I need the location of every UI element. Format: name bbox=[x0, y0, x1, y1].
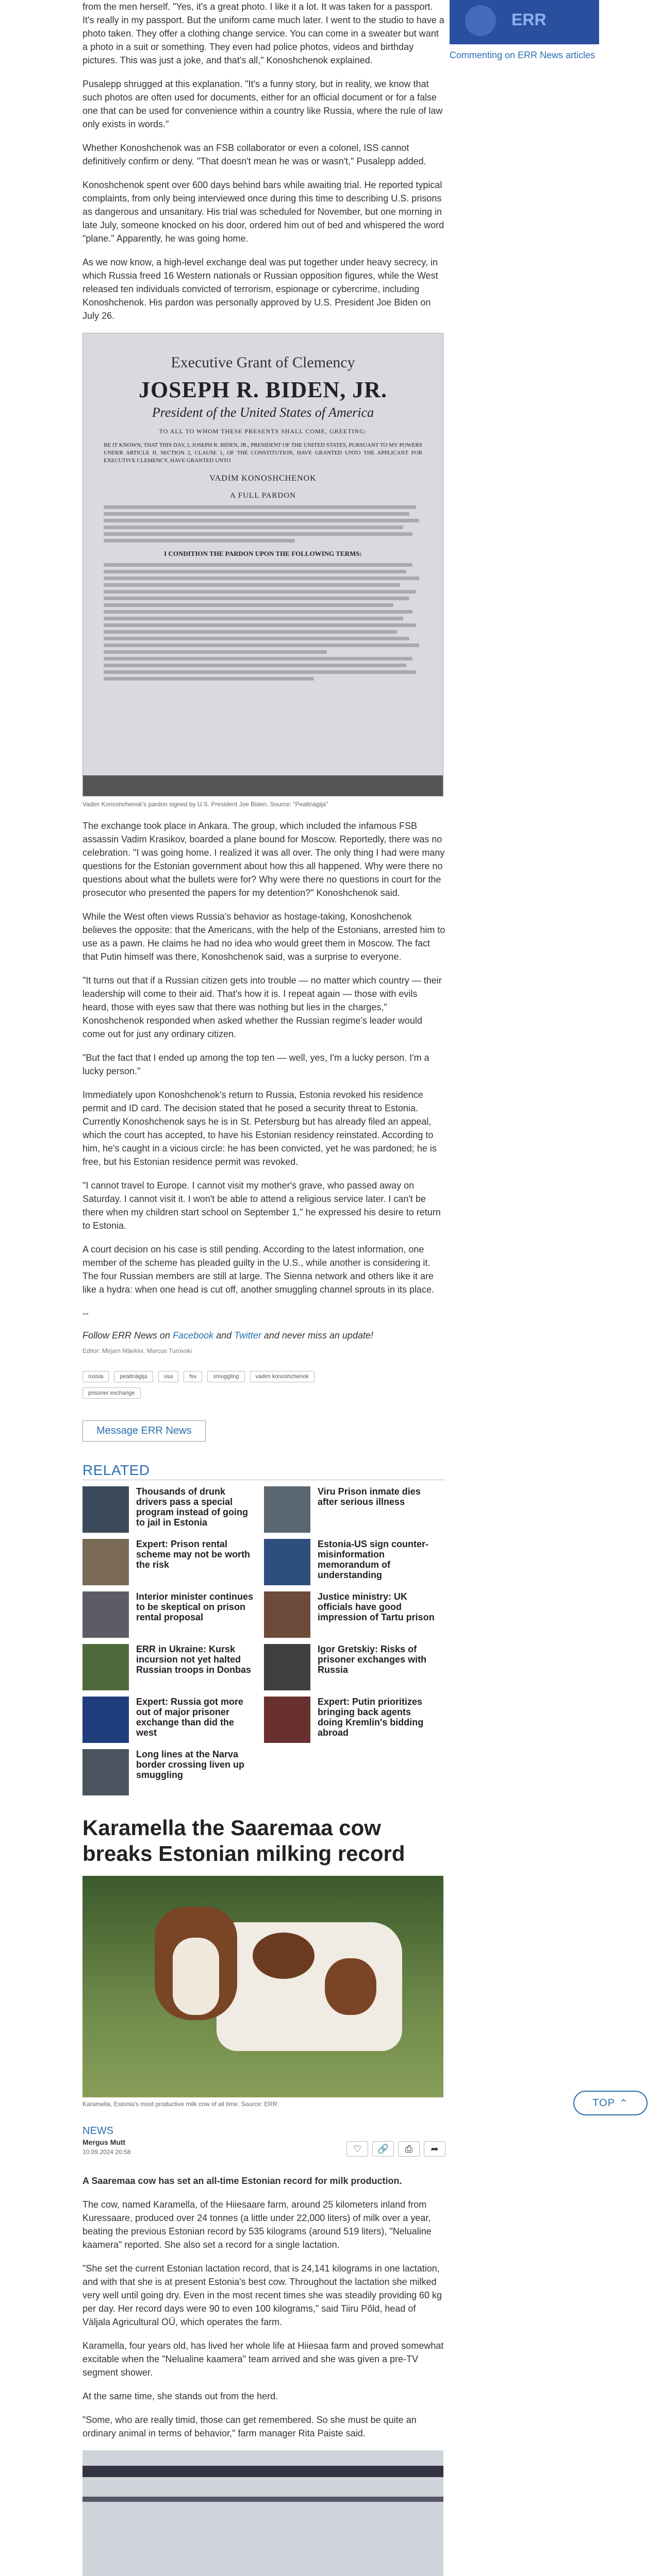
pardon-office: President of the United States of America bbox=[152, 405, 374, 420]
pardon-heading: Executive Grant of Clemency bbox=[171, 354, 355, 371]
tag[interactable]: vadim konoshchenok bbox=[250, 1371, 315, 1382]
related-thumbnail[interactable] bbox=[264, 1539, 310, 1585]
related-item[interactable] bbox=[264, 1644, 445, 1690]
pardon-conditions-lines bbox=[104, 563, 422, 681]
related-item[interactable] bbox=[82, 1539, 264, 1585]
article-body-continued bbox=[82, 819, 445, 1320]
tag[interactable]: pealtnägija bbox=[114, 1371, 153, 1382]
pardon-type: A FULL PARDON bbox=[230, 492, 296, 500]
image-caption: Karamella, Estonia's most productive milk cow of all time. Source: ERR bbox=[82, 2100, 277, 2108]
sidebar bbox=[450, 0, 604, 61]
article-paragraph: Karamella, four years old, has lived her whole life at Hiiesaa farm and proved somewhat excitable when the "Nelualine kaamera" team arrived and she was given a pre-TV segment shower. bbox=[82, 2341, 444, 2378]
article-paragraph: As we now know, a high-level exchange deal was put together under heavy secrecy, in which Russia freed 16 Western nationals or Russian opposition figures, while the West released ten individuals convicted of terrorism, espionage or cybercrime, including Konoshchenok. His pardon was personally approved by U.S. President Joe Biden on July 26. bbox=[82, 257, 438, 321]
related-title[interactable]: Estonia-US sign counter-misinformation memorandum of understanding bbox=[318, 1539, 429, 1580]
related-thumbnail[interactable] bbox=[264, 1697, 310, 1743]
article-title[interactable]: Karamella the Saaremaa cow breaks Estonian milking record bbox=[82, 1816, 405, 1866]
related-title[interactable]: Long lines at the Narva border crossing liven up smuggling bbox=[136, 1749, 245, 1780]
tag[interactable]: russia bbox=[82, 1371, 109, 1382]
article-paragraph: "But the fact that I ended up among the top ten — well, yes, I'm a lucky person. I'm a lucky person." bbox=[82, 1053, 429, 1076]
chevron-up-icon: ⌃ bbox=[619, 2097, 628, 2109]
related-thumbnail[interactable] bbox=[82, 1749, 129, 1795]
related-item[interactable] bbox=[82, 1591, 264, 1638]
pardon-conditions-heading: I CONDITION THE PARDON UPON THE FOLLOWING TERMS: bbox=[164, 550, 362, 557]
related-title[interactable]: Thousands of drunk drivers pass a special program instead of going to jail in Estonia bbox=[136, 1486, 249, 1528]
main-column bbox=[82, 0, 445, 2576]
article-paragraph: A court decision on his case is still pending. According to the latest information, one member of the scheme has pleaded guilty in the U.S., while another is considering it. The four Russian members are still at large. The Sienna network and others like it are like a hydra: when one head is cut off, another smuggling channel sprouts in its place. bbox=[82, 1244, 435, 1295]
back-to-top-button[interactable] bbox=[573, 2091, 648, 2115]
follow-suffix: and never miss an update! bbox=[261, 1330, 373, 1341]
related-item[interactable] bbox=[264, 1486, 445, 1533]
article-paragraph: At the same time, she stands out from the herd. bbox=[82, 2391, 278, 2401]
separator: -- bbox=[82, 1308, 89, 1318]
facebook-link[interactable]: Facebook bbox=[173, 1330, 214, 1341]
related-thumbnail[interactable] bbox=[82, 1486, 129, 1533]
cow-photo[interactable] bbox=[82, 1876, 443, 2097]
article-paragraph: Whether Konoshchenok was an FSB collaborator or even a colonel, ISS cannot definitively confirm or deny. "That doesn't mean he was or wasn't," Pusalepp added. bbox=[82, 143, 426, 166]
related-item[interactable] bbox=[264, 1697, 445, 1743]
tag[interactable]: usa bbox=[158, 1371, 179, 1382]
article-paragraph: The cow, named Karamella, of the Hiiesaare farm, around 25 kilometers inland from Kuressaare, produced over 24 tonnes (a little under 22,000 liters) of milk over a year, beating the previous Estonian record by 535 kilograms (around 519 liters), "Nelualine kaamera" reported. She also set a record for a single lactation. bbox=[82, 2199, 432, 2250]
pardon-text-lines bbox=[104, 505, 422, 543]
message-err-news-button[interactable]: Message ERR News bbox=[82, 1420, 206, 1442]
heart-icon[interactable]: ♡ bbox=[346, 2141, 368, 2157]
author-row bbox=[82, 2138, 445, 2163]
related-title[interactable]: Expert: Prison rental scheme may not be worth the risk bbox=[136, 1539, 251, 1570]
related-item[interactable] bbox=[82, 1486, 264, 1533]
article-lead: A Saaremaa cow has set an all-time Estonian record for milk production. bbox=[82, 2176, 402, 2186]
article-paragraph: "Some, who are really timid, those can get remembered. So she must be quite an ordinary animal in terms of behavior," farm manager Rita Paiste said. bbox=[82, 2415, 417, 2438]
related-title[interactable]: Viru Prison inmate dies after serious illness bbox=[318, 1486, 421, 1507]
follow-line bbox=[82, 1330, 445, 1341]
article-paragraph: "I cannot travel to Europe. I cannot visit my mother's grave, who passed away on Saturday. I cannot visit it. I won't be able to attend a religious service later. I can't be there when my children start school on September 1," he expressed his desire to return to Estonia. bbox=[82, 1180, 441, 1231]
follow-and: and bbox=[213, 1330, 235, 1341]
section-label[interactable]: NEWS bbox=[82, 2125, 113, 2137]
related-title[interactable]: ERR in Ukraine: Kursk incursion not yet halted Russian troops in Donbas bbox=[136, 1644, 252, 1675]
milking-cows-photo[interactable] bbox=[82, 2450, 443, 2576]
pardon-document-image[interactable] bbox=[82, 333, 443, 796]
related-item[interactable] bbox=[82, 1644, 264, 1690]
related-thumbnail[interactable] bbox=[82, 1591, 129, 1638]
article-paragraph: from the men herself. "Yes, it's a great photo. I like it a lot. It was taken for a passport. It's really in my passport. But the uniform came much later. I went to the studio to have a photo taken. They offer a clothing change service. You can come in a sweater but want a photo in a suit or something. They even had police photos, videos and birthday pictures. This was just a joke, and that's all," Konoshchenok explained. bbox=[82, 2, 444, 65]
article-body bbox=[82, 0, 445, 323]
related-title[interactable]: Expert: Putin prioritizes bringing back agents doing Kremlin's bidding abroad bbox=[318, 1697, 424, 1738]
related-grid bbox=[82, 1486, 445, 1795]
pardon-preamble: BE IT KNOWN, THAT THIS DAY, I, JOSEPH R. BIDEN, JR., PRESIDENT OF THE UNITED STATES, PURSUANT TO MY POWERS UNDER ARTICLE II, SECTION 2, CLAUSE 1, OF THE CONSTITUTION, HAVE GRANTED UNTO THE APPLICANT FOR EXECUTIVE CLEMENCY, HAVE GRANTED UNTO bbox=[104, 442, 422, 464]
pardon-president-name: JOSEPH R. BIDEN, JR. bbox=[138, 377, 388, 402]
article-paragraph: The exchange took place in Ankara. The group, which included the infamous FSB assassin Vadim Krasikov, boarded a plane bound for Moscow. Reportedly, there was no celebration. "I was going home. I realized it was all over. The only thing I had were many questions for the Estonian government about how this all happened. Why were there no questions about what the bullets were for? Why were there no questions in court for the prosecutor who presented the papers for my detention?" Konoshchenok said. bbox=[82, 821, 445, 898]
related-thumbnail[interactable] bbox=[264, 1486, 310, 1533]
twitter-link[interactable]: Twitter bbox=[234, 1330, 261, 1341]
related-item[interactable] bbox=[264, 1591, 445, 1638]
top-label: TOP bbox=[592, 2097, 615, 2109]
article-paragraph: Immediately upon Konoshchenok's return to Russia, Estonia revoked his residence permit and ID card. The decision stated that he posed a security threat to Estonia. Currently Konoshchenok says he is in St. Petersburg but has already filed an appeal, which the court has accepted, to have his Estonian residency reinstated. According to him, he's caught in a vicious circle: he has been convicted, yet he was pardoned; he is free, but his Estonian residence permit was revoked. bbox=[82, 1090, 437, 1167]
article-paragraph: "It turns out that if a Russian citizen gets into trouble — no matter which country — their leadership will come to their aid. That's how it is. I repeat again — those with evils heard, those with eyes saw that there was nothing but lies in the charges," Konoshchenok responded when asked whether the Russian regime's leader would come out for just any ordinary citizen. bbox=[82, 975, 442, 1039]
share-toolbar bbox=[346, 2141, 445, 2157]
tag-list bbox=[82, 1371, 371, 1399]
article-paragraph: Pusalepp shrugged at this explanation. "It's a funny story, but in reality, we know that such photos are often used for documents, either for an official document or for a false one that can be used for convenience within a country like Russia, where the rule of law only exists in words." bbox=[82, 79, 443, 129]
print-icon[interactable]: ⎙ bbox=[398, 2141, 420, 2157]
link-icon[interactable]: 🔗 bbox=[372, 2141, 394, 2157]
sidebar-thumbnail[interactable] bbox=[450, 0, 599, 44]
sidebar-link-title[interactable]: Commenting on ERR News articles bbox=[450, 50, 595, 60]
publish-date: 10.09.2024 20:58 bbox=[82, 2148, 131, 2156]
author-name[interactable]: Mergus Mutt bbox=[82, 2138, 126, 2146]
share-icon[interactable]: ➦ bbox=[424, 2141, 445, 2157]
sidebar-thumbnail-text: ERR bbox=[511, 10, 547, 29]
related-title[interactable]: Igor Gretskiy: Risks of prisoner exchanges with Russia bbox=[318, 1644, 427, 1675]
tag[interactable]: prisoner exchange bbox=[82, 1387, 141, 1399]
related-thumbnail[interactable] bbox=[82, 1539, 129, 1585]
editor-credit: Editor: Mirjam Mäekivi, Marcus Turovski bbox=[82, 1347, 192, 1354]
related-item[interactable] bbox=[82, 1697, 264, 1743]
follow-prefix: Follow ERR News on bbox=[82, 1330, 173, 1341]
tag[interactable]: smuggling bbox=[207, 1371, 244, 1382]
article-paragraph: Konoshchenok spent over 600 days behind bars while awaiting trial. He reported typical complaints, from only being interviewed once during this time to describing U.S. prisons as dangerous and unsanitary. His trial was scheduled for November, but one morning in late July, someone knocked on his door, ordered him out of bed and whispered the word "plane." Apparently, he was going home. bbox=[82, 180, 444, 244]
article-paragraph: While the West often views Russia's behavior as hostage-taking, Konoshchenok believes the opposite: that the Americans, with the help of the Estonians, arrested him to use as a pawn. He claims he had no idea who would greet them in Moscow. The fact that Putin himself was there, Konoshchenok said, was a surprise to everyone. bbox=[82, 911, 445, 962]
related-title[interactable]: Justice ministry: UK officials have good impression of Tartu prison bbox=[318, 1591, 435, 1622]
related-item[interactable] bbox=[264, 1539, 445, 1585]
related-thumbnail[interactable] bbox=[82, 1697, 129, 1743]
pardon-bottom-strip bbox=[83, 775, 443, 796]
pardon-grantee: VADIM KONOSHCHENOK bbox=[209, 474, 317, 483]
related-thumbnail[interactable] bbox=[264, 1591, 310, 1638]
tag[interactable]: fsv bbox=[184, 1371, 202, 1382]
pardon-greeting: TO ALL TO WHOM THESE PRESENTS SHALL COME, GREETING: bbox=[159, 428, 367, 435]
article-paragraph: "She set the current Estonian lactation record, that is 24,141 kilograms in one lactation, and with that she is at present Estonia's best cow. Throughout the lactation she milked very well until going dry. Even in the most recent times she was steadily providing 60 kg per day. Her record days were 90 to even 100 kilograms," said Tiiru Põld, head of Väljala Agricultural OÜ, which operates the farm. bbox=[82, 2263, 442, 2327]
related-item[interactable] bbox=[82, 1749, 264, 1795]
image-caption: Vadim Konoshchenok's pardon signed by U.S. President Joe Biden. Source: "Pealtnägija" bbox=[82, 801, 328, 808]
related-title[interactable]: Interior minister continues to be skeptical on prison rental proposal bbox=[136, 1591, 254, 1622]
related-thumbnail[interactable] bbox=[82, 1644, 129, 1690]
related-thumbnail[interactable] bbox=[264, 1644, 310, 1690]
related-heading: RELATED bbox=[82, 1462, 445, 1480]
related-title[interactable]: Expert: Russia got more out of major prisoner exchange than did the west bbox=[136, 1697, 244, 1738]
